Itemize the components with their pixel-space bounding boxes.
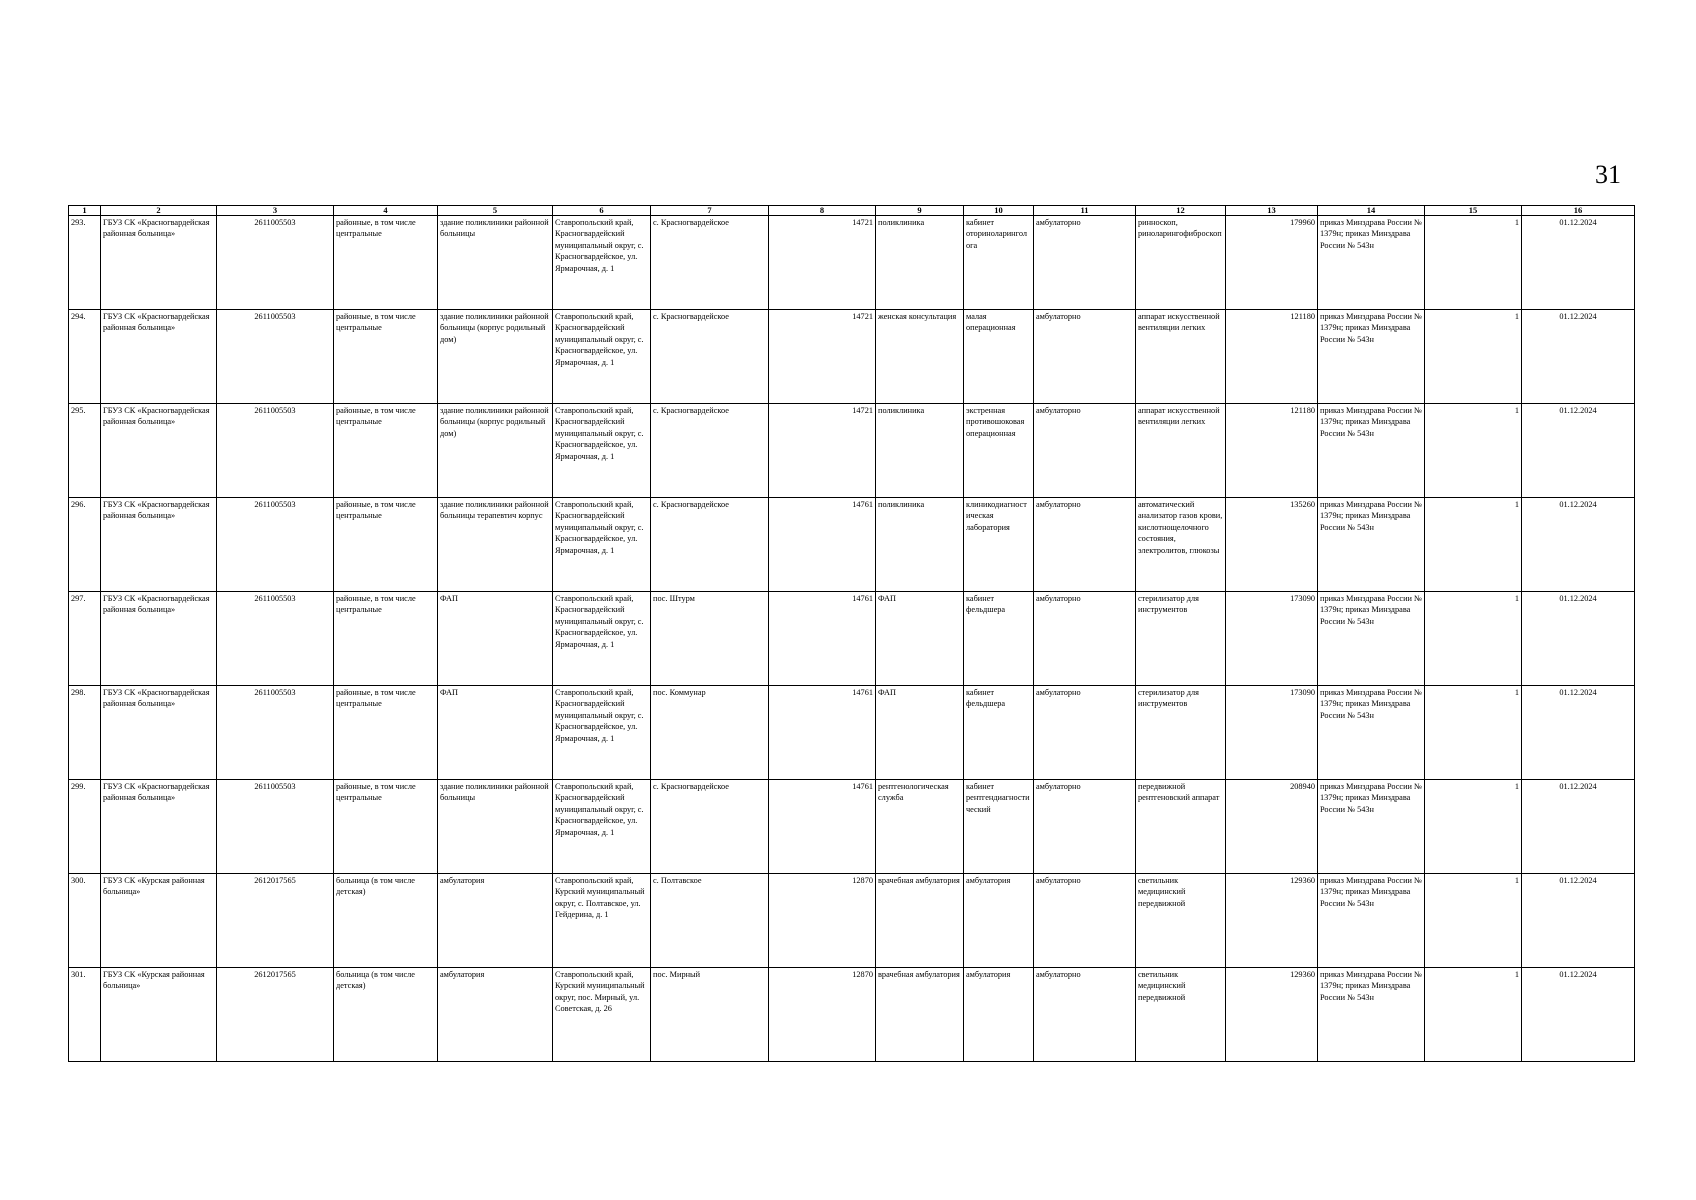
quantity: 1: [1425, 310, 1522, 404]
quantity: 1: [1425, 780, 1522, 874]
unit: поликлиника: [876, 404, 964, 498]
building: здание поликлиники районной больницы (корпус родильный дом): [438, 310, 553, 404]
column-number-row: [69, 206, 1635, 216]
organization-name: ГБУЗ СК «Красногвардейская районная больница»: [101, 216, 217, 310]
care-form: амбулаторно: [1034, 404, 1136, 498]
room: экстренная противошоковая операционная: [964, 404, 1034, 498]
col-header: 14: [1318, 206, 1425, 216]
unit: врачебная амбулатория: [876, 874, 964, 968]
equipment: ринноскоп, риноларингофиброскоп: [1136, 216, 1226, 310]
organization-name: ГБУЗ СК «Красногвардейская районная больница»: [101, 498, 217, 592]
organization-name: ГБУЗ СК «Красногвардейская районная больница»: [101, 310, 217, 404]
address: Ставропольский край, Курский муниципальный округ, пос. Мирный, ул. Советская, д. 26: [553, 968, 651, 1062]
table-row: [69, 498, 1635, 592]
building: здание поликлиники районной больницы: [438, 780, 553, 874]
organization-name: ГБУЗ СК «Красногвардейская районная больница»: [101, 686, 217, 780]
price: 129360: [1226, 874, 1318, 968]
facility-type: районные, в том числе центральные: [334, 216, 438, 310]
code: 14761: [769, 780, 876, 874]
orders: приказ Минздрава России № 1379н; приказ Минздрава России № 543н: [1318, 874, 1425, 968]
table-row: [69, 404, 1635, 498]
quantity: 1: [1425, 968, 1522, 1062]
table-row: [69, 310, 1635, 404]
unit: поликлиника: [876, 498, 964, 592]
organization-name: ГБУЗ СК «Курская районная больница»: [101, 874, 217, 968]
room: амбулатория: [964, 968, 1034, 1062]
orders: приказ Минздрава России № 1379н; приказ Минздрава России № 543н: [1318, 498, 1425, 592]
code: 14761: [769, 498, 876, 592]
inn: 2611005503: [217, 310, 334, 404]
price: 208940: [1226, 780, 1318, 874]
facility-type: районные, в том числе центральные: [334, 686, 438, 780]
room: клиникодиагностическая лаборатория: [964, 498, 1034, 592]
address: Ставропольский край, Красногвардейский муниципальный округ, с. Красногвардейское, ул. Ярмарочная, д. 1: [553, 592, 651, 686]
equipment: аппарат искусственной вентиляции легких: [1136, 404, 1226, 498]
settlement: пос. Мирный: [651, 968, 769, 1062]
care-form: амбулаторно: [1034, 874, 1136, 968]
table-row: [69, 968, 1635, 1062]
building: ФАП: [438, 592, 553, 686]
orders: приказ Минздрава России № 1379н; приказ Минздрава России № 543н: [1318, 968, 1425, 1062]
code: 14761: [769, 592, 876, 686]
organization-name: ГБУЗ СК «Курская районная больница»: [101, 968, 217, 1062]
quantity: 1: [1425, 874, 1522, 968]
equipment: автоматический анализатор газов крови, кислотнощелочного состояния, электролитов, глюкозы: [1136, 498, 1226, 592]
col-header: 5: [438, 206, 553, 216]
date: 01.12.2024: [1522, 686, 1635, 780]
settlement: с. Красногвардейское: [651, 780, 769, 874]
quantity: 1: [1425, 404, 1522, 498]
col-header: 3: [217, 206, 334, 216]
col-header: 7: [651, 206, 769, 216]
settlement: пос. Штурм: [651, 592, 769, 686]
code: 14721: [769, 404, 876, 498]
address: Ставропольский край, Красногвардейский муниципальный округ, с. Красногвардейское, ул. Ярмарочная, д. 1: [553, 498, 651, 592]
facility-type: районные, в том числе центральные: [334, 498, 438, 592]
room: кабинет оториноларинголога: [964, 216, 1034, 310]
equipment: аппарат искусственной вентиляции легких: [1136, 310, 1226, 404]
col-header: 12: [1136, 206, 1226, 216]
facility-type: районные, в том числе центральные: [334, 310, 438, 404]
care-form: амбулаторно: [1034, 686, 1136, 780]
col-header: 4: [334, 206, 438, 216]
address: Ставропольский край, Красногвардейский муниципальный округ, с. Красногвардейское, ул. Ярмарочная, д. 1: [553, 780, 651, 874]
address: Ставропольский край, Красногвардейский муниципальный округ, с. Красногвардейское, ул. Ярмарочная, д. 1: [553, 310, 651, 404]
table-row: [69, 216, 1635, 310]
inn: 2611005503: [217, 216, 334, 310]
room: кабинет фельдшера: [964, 592, 1034, 686]
orders: приказ Минздрава России № 1379н; приказ Минздрава России № 543н: [1318, 310, 1425, 404]
facility-type: больница (в том числе детская): [334, 968, 438, 1062]
building: ФАП: [438, 686, 553, 780]
col-header: 1: [69, 206, 101, 216]
page-number: 31: [1595, 160, 1621, 189]
table-row: [69, 874, 1635, 968]
orders: приказ Минздрава России № 1379н; приказ Минздрава России № 543н: [1318, 686, 1425, 780]
row-number: 295.: [69, 404, 101, 498]
row-number: 294.: [69, 310, 101, 404]
organization-name: ГБУЗ СК «Красногвардейская районная больница»: [101, 780, 217, 874]
orders: приказ Минздрава России № 1379н; приказ Минздрава России № 543н: [1318, 404, 1425, 498]
code: 14761: [769, 686, 876, 780]
row-number: 296.: [69, 498, 101, 592]
settlement: с. Красногвардейское: [651, 216, 769, 310]
date: 01.12.2024: [1522, 310, 1635, 404]
table-row: [69, 780, 1635, 874]
organization-name: ГБУЗ СК «Красногвардейская районная больница»: [101, 592, 217, 686]
care-form: амбулаторно: [1034, 216, 1136, 310]
price: 129360: [1226, 968, 1318, 1062]
unit: врачебная амбулатория: [876, 968, 964, 1062]
date: 01.12.2024: [1522, 968, 1635, 1062]
price: 173090: [1226, 686, 1318, 780]
address: Ставропольский край, Курский муниципальный округ, с. Полтавское, ул. Гейдерина, д. 1: [553, 874, 651, 968]
unit: ФАП: [876, 592, 964, 686]
facility-type: больница (в том числе детская): [334, 874, 438, 968]
orders: приказ Минздрава России № 1379н; приказ Минздрава России № 543н: [1318, 780, 1425, 874]
settlement: с. Красногвардейское: [651, 310, 769, 404]
care-form: амбулаторно: [1034, 592, 1136, 686]
inn: 2612017565: [217, 874, 334, 968]
table-row: [69, 686, 1635, 780]
orders: приказ Минздрава России № 1379н; приказ Минздрава России № 543н: [1318, 216, 1425, 310]
date: 01.12.2024: [1522, 216, 1635, 310]
care-form: амбулаторно: [1034, 968, 1136, 1062]
room: кабинет фельдшера: [964, 686, 1034, 780]
address: Ставропольский край, Красногвардейский муниципальный округ, с. Красногвардейское, ул. Ярмарочная, д. 1: [553, 686, 651, 780]
equipment: светильник медицинский передвижной: [1136, 874, 1226, 968]
equipment: стерилизатор для инструментов: [1136, 686, 1226, 780]
facility-type: районные, в том числе центральные: [334, 780, 438, 874]
price: 173090: [1226, 592, 1318, 686]
row-number: 301.: [69, 968, 101, 1062]
building: здание поликлиники районной больницы: [438, 216, 553, 310]
row-number: 293.: [69, 216, 101, 310]
equipment-table: [68, 205, 1635, 1062]
facility-type: районные, в том числе центральные: [334, 404, 438, 498]
inn: 2611005503: [217, 780, 334, 874]
price: 121180: [1226, 310, 1318, 404]
quantity: 1: [1425, 498, 1522, 592]
price: 179960: [1226, 216, 1318, 310]
organization-name: ГБУЗ СК «Красногвардейская районная больница»: [101, 404, 217, 498]
building: здание поликлиники районной больницы (корпус родильный дом): [438, 404, 553, 498]
quantity: 1: [1425, 686, 1522, 780]
unit: поликлиника: [876, 216, 964, 310]
date: 01.12.2024: [1522, 592, 1635, 686]
col-header: 15: [1425, 206, 1522, 216]
settlement: с. Красногвардейское: [651, 404, 769, 498]
settlement: с. Красногвардейское: [651, 498, 769, 592]
date: 01.12.2024: [1522, 874, 1635, 968]
date: 01.12.2024: [1522, 780, 1635, 874]
building: амбулатория: [438, 874, 553, 968]
room: малая операционная: [964, 310, 1034, 404]
code: 14721: [769, 216, 876, 310]
unit: ФАП: [876, 686, 964, 780]
address: Ставропольский край, Красногвардейский муниципальный округ, с. Красногвардейское, ул. Ярмарочная, д. 1: [553, 404, 651, 498]
col-header: 11: [1034, 206, 1136, 216]
inn: 2612017565: [217, 968, 334, 1062]
col-header: 6: [553, 206, 651, 216]
inn: 2611005503: [217, 686, 334, 780]
facility-type: районные, в том числе центральные: [334, 592, 438, 686]
equipment: светильник медицинский передвижной: [1136, 968, 1226, 1062]
inn: 2611005503: [217, 404, 334, 498]
row-number: 298.: [69, 686, 101, 780]
equipment: передвижной рентгеновский аппарат: [1136, 780, 1226, 874]
settlement: пос. Коммунар: [651, 686, 769, 780]
price: 135260: [1226, 498, 1318, 592]
unit: рентгенологическая служба: [876, 780, 964, 874]
code: 14721: [769, 310, 876, 404]
care-form: амбулаторно: [1034, 498, 1136, 592]
row-number: 299.: [69, 780, 101, 874]
room: амбулатория: [964, 874, 1034, 968]
care-form: амбулаторно: [1034, 310, 1136, 404]
col-header: 2: [101, 206, 217, 216]
address: Ставропольский край, Красногвардейский муниципальный округ, с. Красногвардейское, ул. Ярмарочная, д. 1: [553, 216, 651, 310]
inn: 2611005503: [217, 498, 334, 592]
care-form: амбулаторно: [1034, 780, 1136, 874]
row-number: 297.: [69, 592, 101, 686]
room: кабинет рентгендиагностический: [964, 780, 1034, 874]
date: 01.12.2024: [1522, 498, 1635, 592]
quantity: 1: [1425, 592, 1522, 686]
table-row: [69, 592, 1635, 686]
col-header: 8: [769, 206, 876, 216]
settlement: с. Полтавское: [651, 874, 769, 968]
unit: женская консультация: [876, 310, 964, 404]
col-header: 16: [1522, 206, 1635, 216]
col-header: 9: [876, 206, 964, 216]
building: амбулатория: [438, 968, 553, 1062]
code: 12870: [769, 874, 876, 968]
date: 01.12.2024: [1522, 404, 1635, 498]
row-number: 300.: [69, 874, 101, 968]
orders: приказ Минздрава России № 1379н; приказ Минздрава России № 543н: [1318, 592, 1425, 686]
equipment: стерилизатор для инструментов: [1136, 592, 1226, 686]
col-header: 10: [964, 206, 1034, 216]
code: 12870: [769, 968, 876, 1062]
price: 121180: [1226, 404, 1318, 498]
col-header: 13: [1226, 206, 1318, 216]
quantity: 1: [1425, 216, 1522, 310]
building: здание поликлиники районной больницы терапевтич корпус: [438, 498, 553, 592]
inn: 2611005503: [217, 592, 334, 686]
